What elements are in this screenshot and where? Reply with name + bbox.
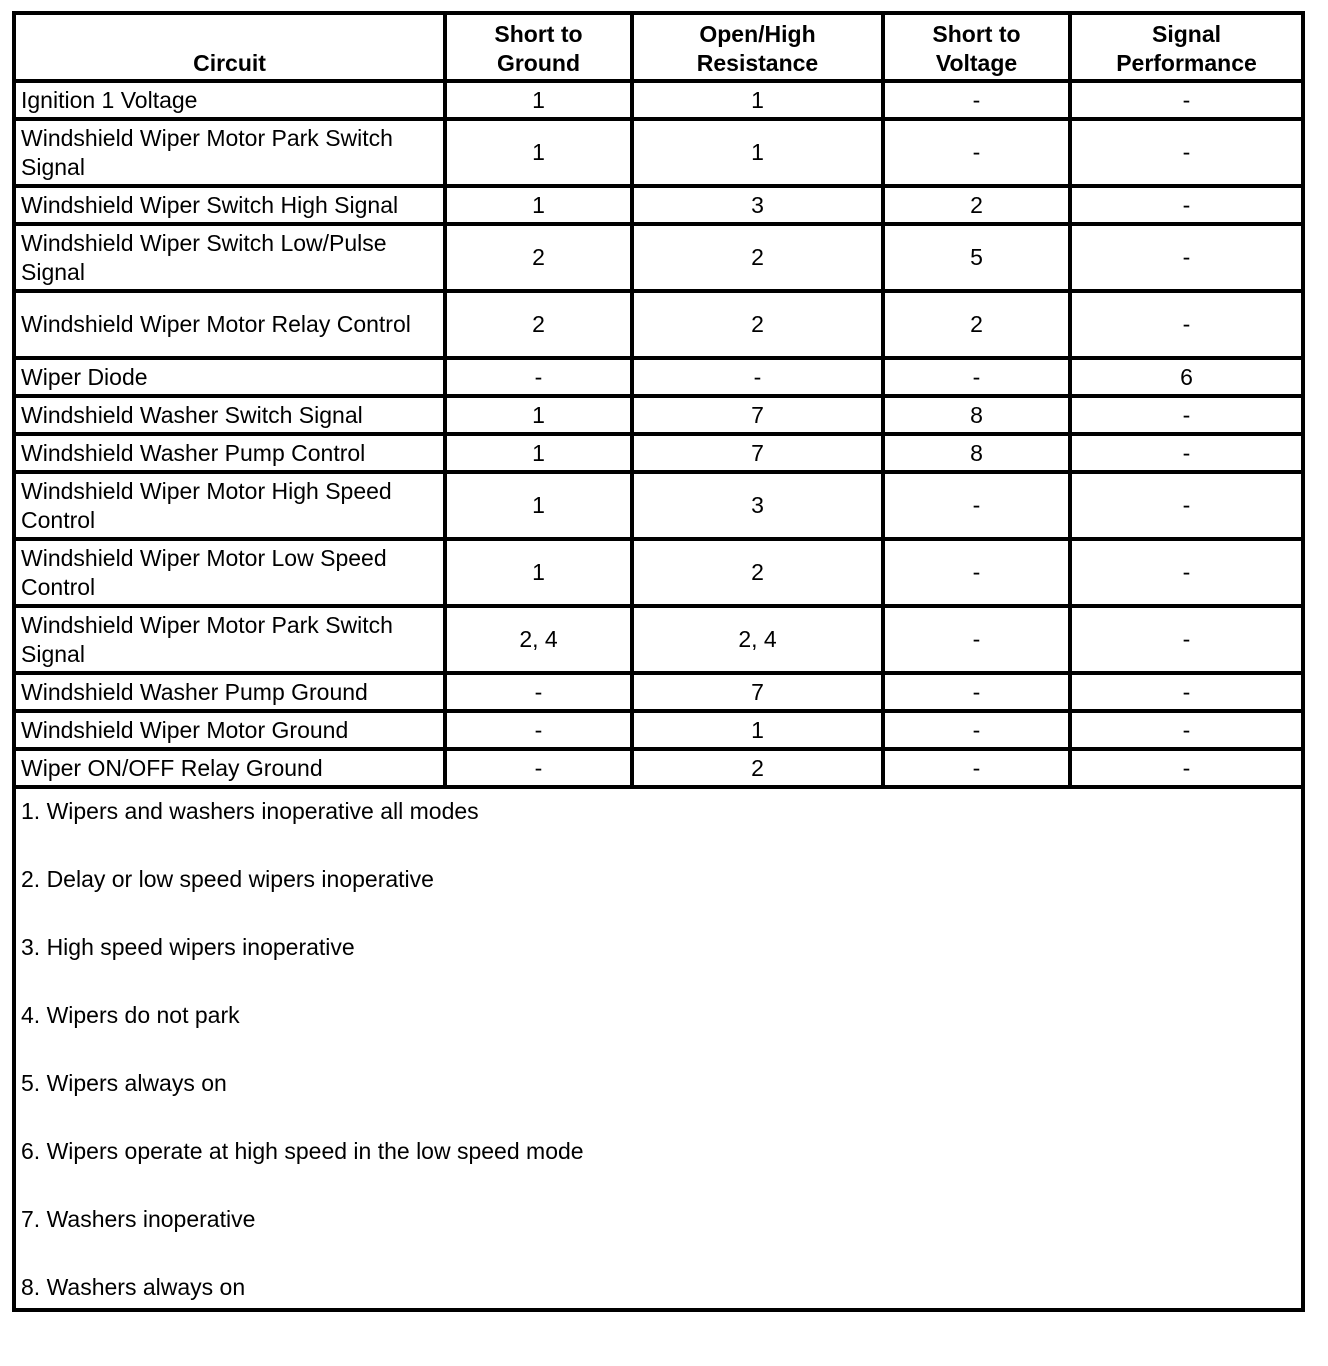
header-short-to-voltage-label: Short to Voltage (932, 21, 1021, 76)
table-row (14, 291, 1303, 358)
cell-short-to-ground: 2 (445, 291, 632, 358)
cell-open-high-resistance: 2 (632, 539, 883, 606)
cell-circuit: Windshield Wiper Switch Low/Pulse Signal (14, 224, 445, 291)
table-row (14, 81, 1303, 119)
cell-short-to-voltage: - (883, 539, 1070, 606)
table-row (14, 711, 1303, 749)
table-row (14, 539, 1303, 606)
header-circuit-label: Circuit (193, 50, 266, 76)
table-row (14, 472, 1303, 539)
footnote-item: 3. High speed wipers inoperative (21, 934, 355, 960)
cell-short-to-voltage: 2 (883, 186, 1070, 224)
header-short-to-ground (445, 13, 632, 81)
table-row (14, 119, 1303, 186)
cell-open-high-resistance: 1 (632, 119, 883, 186)
cell-open-high-resistance: 3 (632, 472, 883, 539)
header-open-high-resistance (632, 13, 883, 81)
cell-short-to-ground: - (445, 711, 632, 749)
cell-short-to-ground: 1 (445, 186, 632, 224)
cell-signal-performance: - (1070, 673, 1303, 711)
cell-signal-performance: - (1070, 186, 1303, 224)
cell-short-to-ground: 2, 4 (445, 606, 632, 673)
cell-signal-performance: - (1070, 81, 1303, 119)
cell-circuit: Ignition 1 Voltage (14, 81, 445, 119)
cell-circuit: Windshield Wiper Switch High Signal (14, 186, 445, 224)
cell-short-to-voltage: 8 (883, 396, 1070, 434)
cell-signal-performance: - (1070, 606, 1303, 673)
header-circuit (14, 13, 445, 81)
cell-circuit: Windshield Washer Switch Signal (14, 396, 445, 434)
cell-open-high-resistance: 3 (632, 186, 883, 224)
cell-short-to-ground: 1 (445, 81, 632, 119)
cell-open-high-resistance: 1 (632, 81, 883, 119)
cell-circuit: Windshield Wiper Motor Park Switch Signal (14, 119, 445, 186)
circuit-diagnostic-table (12, 11, 1305, 1312)
cell-circuit: Windshield Wiper Motor Ground (14, 711, 445, 749)
cell-short-to-ground: 1 (445, 472, 632, 539)
cell-open-high-resistance: 2 (632, 224, 883, 291)
footnote-item: 6. Wipers operate at high speed in the low speed mode (21, 1138, 584, 1164)
cell-circuit: Windshield Wiper Motor Relay Control (14, 291, 445, 358)
cell-signal-performance: - (1070, 434, 1303, 472)
cell-short-to-voltage: - (883, 81, 1070, 119)
cell-short-to-ground: - (445, 358, 632, 396)
footnote-item: 7. Washers inoperative (21, 1206, 256, 1232)
cell-short-to-ground: 1 (445, 119, 632, 186)
cell-short-to-voltage: 2 (883, 291, 1070, 358)
cell-open-high-resistance: 2, 4 (632, 606, 883, 673)
cell-short-to-voltage: 5 (883, 224, 1070, 291)
header-short-to-voltage (883, 13, 1070, 81)
table-row (14, 749, 1303, 787)
notes-cell (14, 787, 1303, 1310)
footnote-item: 4. Wipers do not park (21, 1002, 240, 1028)
cell-open-high-resistance: - (632, 358, 883, 396)
cell-circuit: Windshield Wiper Motor High Speed Control (14, 472, 445, 539)
footnote-item: 5. Wipers always on (21, 1070, 227, 1096)
cell-short-to-ground: - (445, 673, 632, 711)
cell-short-to-voltage: - (883, 472, 1070, 539)
cell-circuit: Windshield Washer Pump Ground (14, 673, 445, 711)
table-body (14, 81, 1303, 787)
cell-open-high-resistance: 7 (632, 396, 883, 434)
cell-short-to-voltage: - (883, 358, 1070, 396)
cell-circuit: Wiper Diode (14, 358, 445, 396)
cell-short-to-ground: 1 (445, 396, 632, 434)
cell-short-to-voltage: - (883, 711, 1070, 749)
table-row (14, 434, 1303, 472)
header-open-high-resistance-label: Open/High Resistance (696, 21, 819, 76)
cell-short-to-ground: 1 (445, 434, 632, 472)
cell-signal-performance: - (1070, 711, 1303, 749)
table-row (14, 186, 1303, 224)
footnote-item: 2. Delay or low speed wipers inoperative (21, 866, 434, 892)
cell-open-high-resistance: 7 (632, 673, 883, 711)
header-signal-performance (1070, 13, 1303, 81)
cell-short-to-ground: - (445, 749, 632, 787)
cell-circuit: Windshield Washer Pump Control (14, 434, 445, 472)
cell-signal-performance: - (1070, 539, 1303, 606)
cell-open-high-resistance: 2 (632, 291, 883, 358)
header-signal-performance-label: Signal Performance (1116, 21, 1257, 76)
cell-open-high-resistance: 7 (632, 434, 883, 472)
cell-short-to-voltage: - (883, 119, 1070, 186)
footnote-item: 1. Wipers and washers inoperative all modes (21, 798, 479, 824)
notes-row (14, 787, 1303, 1310)
cell-short-to-voltage: - (883, 749, 1070, 787)
cell-short-to-voltage: - (883, 606, 1070, 673)
cell-signal-performance: - (1070, 291, 1303, 358)
cell-signal-performance: - (1070, 396, 1303, 434)
header-row (14, 13, 1303, 81)
table-row (14, 358, 1303, 396)
notes-list (21, 797, 1296, 1302)
cell-signal-performance: 6 (1070, 358, 1303, 396)
header-short-to-ground-label: Short to Ground (494, 21, 583, 76)
cell-signal-performance: - (1070, 119, 1303, 186)
cell-open-high-resistance: 2 (632, 749, 883, 787)
cell-circuit: Windshield Wiper Motor Low Speed Control (14, 539, 445, 606)
cell-short-to-voltage: 8 (883, 434, 1070, 472)
table-row (14, 396, 1303, 434)
table-row (14, 606, 1303, 673)
cell-signal-performance: - (1070, 224, 1303, 291)
footnote-item: 8. Washers always on (21, 1274, 246, 1300)
table-row (14, 224, 1303, 291)
cell-circuit: Wiper ON/OFF Relay Ground (14, 749, 445, 787)
table-row (14, 673, 1303, 711)
cell-short-to-ground: 2 (445, 224, 632, 291)
cell-signal-performance: - (1070, 749, 1303, 787)
cell-short-to-voltage: - (883, 673, 1070, 711)
cell-circuit: Windshield Wiper Motor Park Switch Signal (14, 606, 445, 673)
cell-open-high-resistance: 1 (632, 711, 883, 749)
cell-signal-performance: - (1070, 472, 1303, 539)
cell-short-to-ground: 1 (445, 539, 632, 606)
